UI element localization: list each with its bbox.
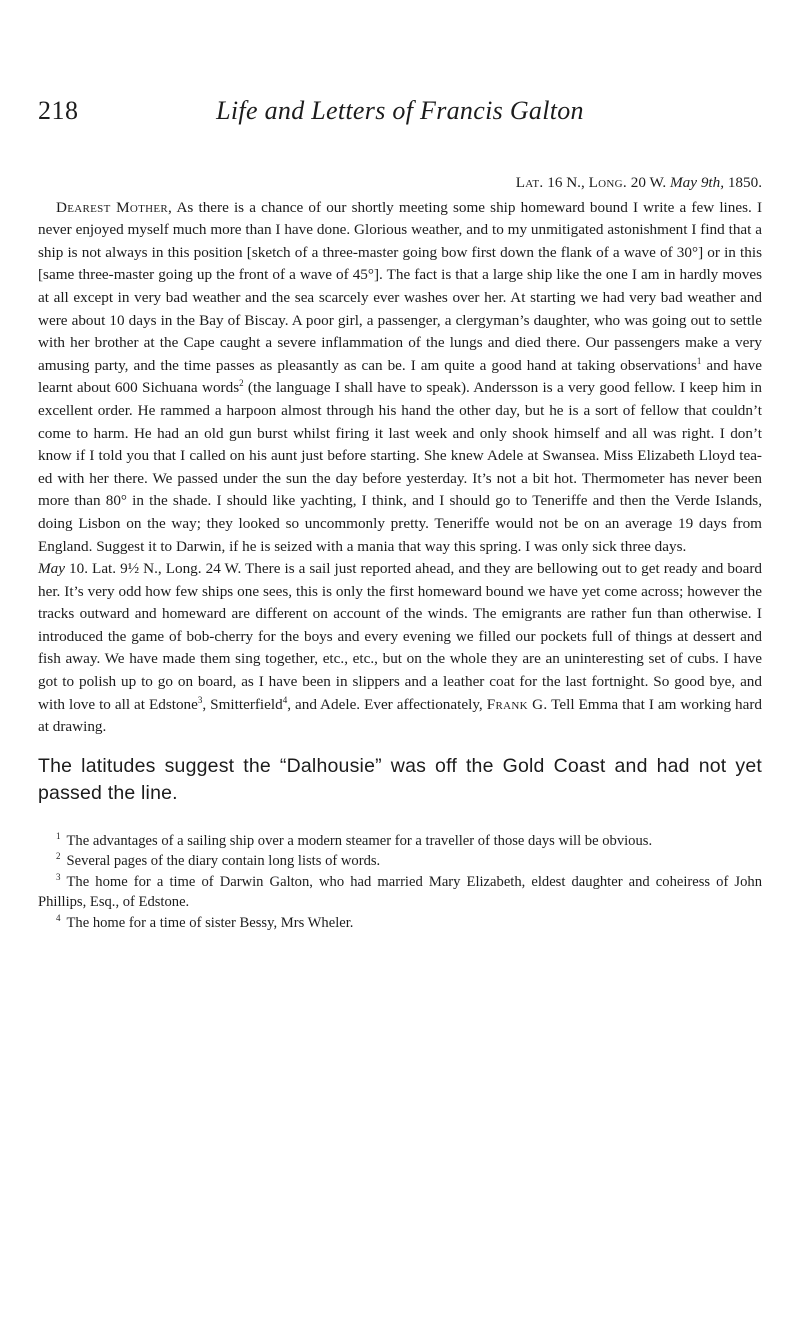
dateline-long-label: Long. bbox=[588, 174, 627, 191]
salutation: Dearest Mother, bbox=[56, 198, 173, 216]
editorial-commentary: The latitudes suggest the “Dalhousie” was off the Gold Coast and had not yet passed the line. bbox=[38, 754, 762, 804]
dateline-date: May 9th, bbox=[670, 174, 725, 191]
footnote-1 bbox=[38, 831, 762, 852]
letter-dateline bbox=[38, 172, 762, 195]
letter-text-run: and have learnt about 600 Sichuana words bbox=[38, 356, 762, 397]
footnote-2 bbox=[38, 851, 762, 872]
footnote-4 bbox=[38, 913, 762, 934]
footnote-3 bbox=[38, 872, 762, 913]
dateline-year: 1850. bbox=[727, 174, 762, 191]
letter-text-run: As there is a chance of our shortly meeting some ship homeward bound I write a few lines. I never enjoyed myself much more than I have done. Glorious weather, and to my unmitigated astonishment I find that a ship is not always in this position [sketch of a three-master going bow first down the flank of a wave of 30°] or in this [same three-master going up the front of a wave of 45°]. The fact is that a large ship like the one I am in hardly moves at all except in very bad weather and the sea scarcely ever washes over her. At starting we had very bad weather and were about 10 days in the Bay of Biscay. A poor girl, a passenger, a clergyman’s daughter, who was going out to settle with her brother at the Cape caught a severe inflammation of the lungs and died there. Our passengers make a very amusing party, and the time passes as pleasantly as can be. I am quite a good hand at taking observations bbox=[38, 198, 762, 374]
entry-month: May bbox=[38, 560, 65, 578]
footnote-mark: 2 bbox=[56, 851, 61, 862]
footnote-mark: 3 bbox=[56, 871, 61, 882]
footnote-ref-1: 1 bbox=[696, 355, 702, 366]
letter-paragraph-2 bbox=[38, 558, 762, 739]
footnote-ref-4: 4 bbox=[282, 694, 288, 705]
footnote-mark: 4 bbox=[56, 912, 61, 923]
letter-text-run: , and Adele. Ever affectionately, bbox=[287, 695, 487, 713]
footnote-text: The home for a time of sister Bessy, Mrs Wheler. bbox=[66, 914, 354, 931]
dateline-long-value: 20 W. bbox=[630, 174, 667, 191]
page-body bbox=[38, 172, 762, 933]
letter-paragraph-1 bbox=[38, 197, 762, 559]
footnotes bbox=[38, 831, 762, 934]
running-title: Life and Letters of Francis Galton bbox=[216, 96, 584, 125]
letter-text-run: , Smitterfield bbox=[202, 695, 283, 713]
letter-text-run: 10. Lat. 9½ N., Long. 24 W. There is a sail just reported ahead, and they are bellowing out to get ready and board her. It’s very odd how few ships one sees, this is only the first homeward bound we have yet come across; however the tracks outward and homeward are different on account of the winds. The emigrants are rather fun than otherwise. I introduced the game of bob-cherry for the boys and every evening we filled our pockets full of things at dessert and fish away. We have made them sing together, etc., etc., but on the whole they are an uninteresting set of cubs. I have got to polish up to go on board, as I have been in slippers and a leather coat for the last fortnight. So good bye, and with love to all at Edstone bbox=[38, 560, 762, 713]
page-header bbox=[38, 96, 762, 136]
footnote-text: Several pages of the diary contain long lists of words. bbox=[66, 853, 381, 870]
letter-text-run: (the language I shall have to speak). Andersson is a very good fellow. I keep him in excellent order. He rammed a harpoon almost through his hand the other day, but he is a sort of fellow that couldn’t come to harm. He had an old gun burst whilst firing it last week and only shook himself and all was right. I don’t know if I told you that I called on his aunt just before starting. She knew Adele at Swansea. Miss Elizabeth Lloyd tea-ed with her there. We passed under the sun the day before yesterday. It’s not a bit hot. Thermometer has never been more than 80° in the shade. I should like yachting, I think, and I should go to Teneriffe and then the Verde Islands, doing Lisbon on the way; they looked so uncommonly pretty. Teneriffe would not be on an average 19 days from England. Suggest it to Darwin, if he is seized with a mania that way this spring. I was only sick three days. bbox=[38, 379, 762, 555]
page-number: 218 bbox=[38, 96, 79, 125]
letter-text bbox=[38, 197, 762, 739]
footnote-ref-2: 2 bbox=[239, 378, 244, 389]
footnote-ref-3: 3 bbox=[197, 694, 203, 705]
footnote-text: The advantages of a sailing ship over a modern steamer for a traveller of those days will be obvious. bbox=[66, 832, 653, 849]
footnote-mark: 1 bbox=[56, 830, 61, 841]
dateline-lat-value: 16 N., bbox=[547, 174, 585, 191]
letter-text-run: Tell Emma that I am working hard at drawing. bbox=[38, 695, 762, 736]
dateline-lat-label: Lat. bbox=[515, 174, 544, 191]
signature: Frank G. bbox=[486, 695, 548, 713]
footnote-text: The home for a time of Darwin Galton, who had married Mary Elizabeth, eldest daughter and coheiress of John Phillips, Esq., of Edstone. bbox=[38, 873, 762, 911]
